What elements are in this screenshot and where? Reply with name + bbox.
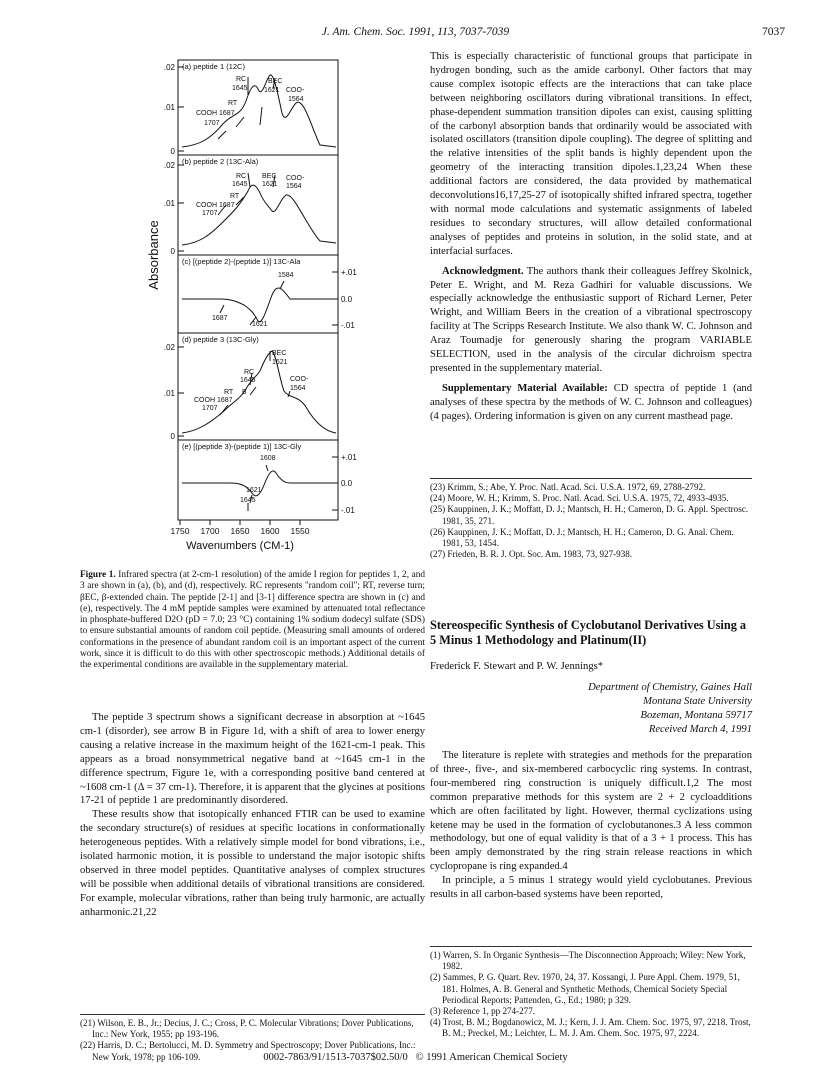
svg-text:1645: 1645 [240,377,256,384]
reference-3: (3) Reference 1, pp 274-277. [430,1006,536,1017]
tick-d-02: .02 [163,343,175,352]
svg-text:1687: 1687 [212,315,228,322]
svg-text:BEC: BEC [272,350,287,357]
tick-b-02: .02 [163,161,175,170]
tick-d-01: .01 [163,389,175,398]
reference-23: (23) Krimm, S.; Abe, Y. Proc. Natl. Acad. Sci. U.S.A. 1972, 69, 2788-2792. [430,482,706,492]
reference-4: (4) Trost, B. M.; Bogdanowicz, M. J.; Kern, J. J. Am. Chem. Soc. 1975, 97, 2218. Trost, B. M.; Preckel, M.; Leichter, L. M. J. Am. Chem. Soc. 1975, 97, 2224. [430,1017,751,1039]
right-footnotes [430,482,752,560]
spectrum-d-line [182,351,336,433]
reference-24: (24) Moore, W. H.; Krimm, S. Proc. Natl. Acad. Sci. U.S.A. 1975, 72, 4933-4935. [430,493,729,504]
tick-b-01: .01 [163,199,175,208]
tick-b-0: 0 [170,247,175,256]
svg-text:1707: 1707 [202,210,218,217]
svg-text:RC: RC [236,173,247,180]
tick-d-0: 0 [170,432,175,441]
received-date: Received March 4, 1991 [648,724,752,735]
right-column-text [430,50,752,424]
reference-1: (1) Warren, S. In Organic Synthesis—The Disconnection Approach; Wiley: New York, 1982. [430,950,746,972]
tick-e-0: 0.0 [341,479,353,488]
tick-c-0: 0.0 [341,295,353,304]
svg-text:1564: 1564 [286,183,302,190]
affiliation-city: Bozeman, Montana 59717 [640,710,752,721]
tick-e-plus01: +.01 [341,453,357,462]
figure-caption-label: Figure 1. [80,570,116,580]
panel-a-frame [178,60,338,155]
svg-text:1621: 1621 [272,359,288,366]
panel-a-label: (a) peptide 1 (12C) [182,62,245,71]
svg-text:COO-: COO- [286,175,305,182]
article-footnotes [430,950,752,1040]
svg-text:COO-: COO- [286,87,305,94]
left-footnote-rule [80,1014,425,1015]
svg-text:1621: 1621 [246,487,262,494]
svg-text:1621: 1621 [264,87,280,94]
reference-27: (27) Frieden, B. R. J. Opt. Soc. Am. 1983, 73, 927-938. [430,549,633,560]
svg-text:COOH 1687: COOH 1687 [196,202,235,209]
reference-22: (22) Harris, D. C.; Bertolucci, M. D. Symmetry and Spectroscopy; Dover Publications, Inc.: New York, 1978; pp 106-109. [80,1040,416,1062]
reference-2: (2) Sammes, P. G. Quart. Rev. 1970, 24, 37. Kossangi, J. Pure Appl. Chem. 1979, 51, 181. Holmes, A. B. General and Synthetic Methods, Chemical Society Special Periodical Reports; Pattenden, G., Ed.; 1980; p 329. [430,972,740,1005]
svg-text:1564: 1564 [290,385,306,392]
x-tick-1550: 1550 [290,526,310,536]
reference-25: (25) Kauppinen, J. K.; Moffatt, D. J.; Mantsch, H. H.; Cameron, D. G. Appl. Spectrosc. 1981, 35, 271. [430,504,749,526]
x-tick-1600: 1600 [260,526,280,536]
tick-e-minus01: -.01 [341,506,355,515]
tick-a-0: 0 [170,147,175,156]
affiliation [430,681,752,737]
article-authors: Frederick F. Stewart and P. W. Jennings* [430,661,604,672]
svg-text:B: B [242,389,247,396]
article-paragraph-1: The literature is replete with strategies and methods for the preparation of three-, five-, and six-membered carbocyclic ring systems. In contrast, four-membered ring construction is uniquely difficult.1,2 The most common preparative methods for this system are 2 + 2 cycloadditions which are often facilitated by light. However, thermal cyclizations using ketene may be used in the formation of cyclobutanones.3 A less common methodology, but one of equal validity is that of a 3 + 1 process. This has been amply demonstrated by the ring strain release reactions in which cyclopropane is ring expanded.4 [430,750,752,873]
svg-text:BEC: BEC [268,78,283,85]
x-axis-label: Wavenumbers (CM-1) [186,540,294,552]
panel-e-label: (e) [(peptide 3)-(peptide 1)] 13C-Gly [182,442,302,451]
svg-text:COO-: COO- [290,376,309,383]
tick-c-plus01: +.01 [341,268,357,277]
svg-text:1584: 1584 [278,272,294,279]
svg-text:RC: RC [244,369,255,376]
svg-text:RT: RT [230,193,240,200]
spectrum-c-line [182,288,336,322]
page-footer: 0002-7863/91/1513-7037$02.50/0 © 1991 American Chemical Society [263,1052,568,1063]
left-paragraph-1: The peptide 3 spectrum shows a significant decrease in absorption at ~1645 cm-1 (disorder), see arrow B in Figure 1d, with a shift of area to lower energy causing a relative increase in the maximum height of the 1621-cm-1 peak. This appears as a broad nonsymmetrical negative band at ~1645 cm-1 in the difference spectrum, Figure 1e, with a corresponding positive band centered at ~1608 cm-1 (Δ = 37 cm-1). Therefore, it is apparent that the glycines at positions 17-21 of peptide 1 are predominantly disordered. [80,712,425,807]
right-footnote-rule [430,478,752,479]
svg-text:1707: 1707 [202,405,218,412]
page-number: 7037 [762,26,785,38]
running-header: J. Am. Chem. Soc. 1991, 113, 7037-7039 [321,26,510,38]
svg-text:RT: RT [224,389,234,396]
svg-text:RT: RT [228,100,238,107]
affiliation-university: Montana State University [643,696,752,707]
tick-c-minus01: -.01 [341,321,355,330]
svg-text:1645: 1645 [240,497,256,504]
panel-d-label: (d) peptide 3 (13C-Gly) [182,335,259,344]
acknowledgment: Acknowledgment. The authors thank their colleagues Jeffrey Skolnick, Peter E. Wright, and M. Reza Gadhiri for valuable discussions. We especially acknowledge the enthusiastic support of Richard Lerner, Peter Wright, and William Beers in the creation of a vibrational spectroscopy facility at The Scripps Research Institute. We also thank W. C. Johnson and Araz Toumadje for generously sharing the program VARIABLE SELECTION, used in the analysis of the circular dichroism spectra presented in the supplementary material. [430,265,752,374]
article-body [430,749,752,902]
reference-26: (26) Kauppinen, J. K.; Moffatt, D. J.; Mantsch, H. H.; Cameron, D. G. Anal. Chem. 1981, 53, 1454. [430,526,734,549]
right-paragraph-1: This is especially characteristic of functional groups that participate in hydrogen bonding, such as the amide carbonyl. Other factors that may cause complex isotopic effects are the interactions that can take place between neighboring oscillators during vibrational transitions. In effect, phase-dependent summation transition dipoles can exist, causing splitting of the carbonyl absorption bands that ordinarily would be associated with isolated oscillators (transition dipole coupling). The degree of splitting and the relative intensities of the split bands is highly dependent upon the geometry of the interacting transition dipoles.1,23,24 When these additional factors are considered, the data provided by mathematical deconvolutions16,17,25-27 of isotopically shifted infrared spectra, together with normal mode calculations and systematic assignments of labeled residues to secondary structures, will allow detailed conformational analyses of peptides and proteins in solution, in the solid state, and at interfacial surfaces. [430,51,752,257]
svg-text:1645: 1645 [232,85,248,92]
svg-text:COOH 1687: COOH 1687 [196,110,235,117]
svg-text:BEC: BEC [262,173,277,180]
x-tick-1650: 1650 [230,526,250,536]
svg-text:RC: RC [236,76,247,83]
y-axis-label: Absorbance [146,220,161,290]
left-column-text [80,711,425,920]
reference-21: (21) Wilson, E. B., Jr.; Decius, J. C.; Cross, P. C. Molecular Vibrations; Dover Publications, Inc.: New York, 1955; pp 193-196. [80,1018,414,1040]
figure-caption [80,570,425,672]
x-tick-1700: 1700 [200,526,220,536]
svg-text:1564: 1564 [288,96,304,103]
article-title: Stereospecific Synthesis of Cyclobutanol Derivatives Using a 5 Minus 1 Methodology and Platinum(II) [430,618,747,647]
tick-a-02: .02 [163,63,175,72]
svg-text:1621: 1621 [252,321,268,328]
left-paragraph-2: These results show that isotopically enhanced FTIR can be used to examine the secondary structure(s) of residues at specific locations in conformationally heterogeneous peptides. With a relatively simple model for bond vibrations, i.e., isolated harmonic motion, it is possible to understand the major isotopic shifts observed in three model peptides. Quantitative analyses of complex structures will be possible when additional details of vibrational transitions are considered. For example, molecular vibrations, rather than being truly harmonic, are actually anharmonic.21,22 [80,809,425,918]
ir-spectra-figure [140,55,380,570]
article-paragraph-2: In principle, a 5 minus 1 strategy would yield cyclobutanes. Previous results in all carbon-based systems have been reported, [430,875,752,901]
panel-c-label: (c) [(peptide 2)-(peptide 1)] 13C-Ala [182,257,301,266]
x-tick-1750: 1750 [170,526,190,536]
svg-text:1608: 1608 [260,455,276,462]
panel-d-frame [178,333,338,440]
svg-text:1621: 1621 [262,181,278,188]
svg-text:1645: 1645 [232,181,248,188]
panel-b-label: (b) peptide 2 (13C-Ala) [182,157,259,166]
figure-caption-text: Infrared spectra (at 2-cm-1 resolution) of the amide I region for peptides 1, 2, and 3 are shown in (a), (b), and (d), respectively. RC represents "random coil"; RT, reverse turn; βEC, β-extended chain. The peptide [2-1] and [3-1] difference spectra are shown in (c) and (e), respectively. The 4 mM peptide samples were examined by attenuated total reflectance in phosphate-buffered D2O (pD = 7.0; 23 °C) containing 1% sodium dodecyl sulfate (SDS) to ensure substantial amounts of random coil peptide. (Measuring small amounts of ordered conformations in the presence of abundant random coil is an important aspect of the current work, since it is difficult to do this with other spectroscopic methods.) Additional details of the experimental conditions are available in the supplementary material. [80,570,426,671]
panel-e-frame [178,440,338,520]
svg-text:COOH 1687: COOH 1687 [194,397,233,404]
tick-a-01: .01 [163,103,175,112]
svg-text:1707: 1707 [204,120,220,127]
article-footnote-rule [430,946,752,947]
affiliation-dept: Department of Chemistry, Gaines Hall [588,682,752,693]
supplementary-material: Supplementary Material Available: CD spectra of peptide 1 (and analyses of these spectra by the methods of W. C. Johnson and colleagues) (4 pages). Ordering information is given on any current masthead page. [430,382,752,422]
